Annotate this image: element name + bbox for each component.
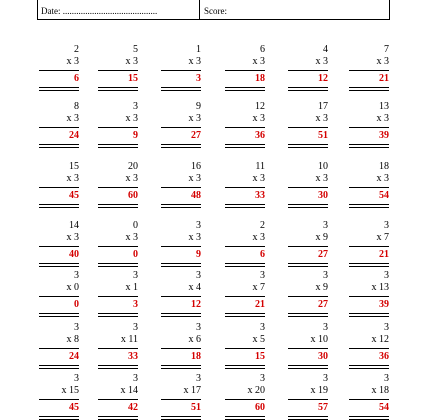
problem-rule — [161, 246, 201, 247]
problem-multiplier: x 9 — [315, 232, 328, 243]
problem-top-number: 17 — [318, 101, 328, 112]
problem — [225, 44, 265, 84]
problem-rule — [161, 348, 201, 349]
problem-double-rule — [161, 263, 201, 267]
problem — [225, 101, 265, 141]
problem-top-number: 11 — [255, 161, 265, 172]
problem-multiplier: x 3 — [188, 56, 201, 67]
problem — [161, 220, 201, 260]
problem — [98, 322, 138, 362]
problem-rule — [225, 246, 265, 247]
problem-answer: 27 — [318, 249, 328, 260]
problem-rule — [39, 70, 79, 71]
problem-multiplier: x 3 — [376, 113, 389, 124]
problem-answer: 21 — [379, 73, 389, 84]
problem-answer: 57 — [318, 402, 328, 413]
problem-answer: 21 — [255, 299, 265, 310]
problem-answer: 33 — [255, 190, 265, 201]
problem — [349, 161, 389, 201]
problem-top-number: 20 — [128, 161, 138, 172]
problem-rule — [161, 296, 201, 297]
problem-multiplier: x 3 — [315, 56, 328, 67]
problem — [225, 220, 265, 260]
problem-double-rule — [349, 365, 389, 369]
problem-double-rule — [288, 263, 328, 267]
problem-double-rule — [39, 204, 79, 208]
problem-double-rule — [288, 416, 328, 420]
problem-rule — [349, 348, 389, 349]
problem-double-rule — [225, 365, 265, 369]
problem-answer: 18 — [191, 351, 201, 362]
problem-multiplier: x 3 — [252, 173, 265, 184]
problem-rule — [98, 70, 138, 71]
problem-rule — [349, 296, 389, 297]
problem-multiplier: x 3 — [376, 56, 389, 67]
problem-top-number: 3 — [133, 270, 138, 281]
problem-double-rule — [98, 144, 138, 148]
problem-top-number: 10 — [318, 161, 328, 172]
problem-top-number: 3 — [260, 373, 265, 384]
problem-double-rule — [98, 204, 138, 208]
problem — [161, 161, 201, 201]
problem-multiplier: x 3 — [125, 173, 138, 184]
problem-multiplier: x 19 — [310, 385, 328, 396]
problem-double-rule — [39, 263, 79, 267]
problem — [288, 270, 328, 310]
problem-answer: 0 — [74, 299, 79, 310]
problem-rule — [349, 187, 389, 188]
problem-answer: 24 — [69, 130, 79, 141]
problem-rule — [225, 127, 265, 128]
problem-rule — [225, 187, 265, 188]
problem-multiplier: x 4 — [188, 282, 201, 293]
problem-top-number: 4 — [323, 44, 328, 55]
problem-answer: 6 — [74, 73, 79, 84]
problem-answer: 33 — [128, 351, 138, 362]
problem — [98, 270, 138, 310]
problem — [349, 373, 389, 413]
problem — [39, 220, 79, 260]
problem-double-rule — [161, 204, 201, 208]
problem-multiplier: x 3 — [66, 232, 79, 243]
problem-answer: 36 — [379, 351, 389, 362]
problem-rule — [349, 70, 389, 71]
problem-top-number: 3 — [133, 322, 138, 333]
problem-answer: 12 — [191, 299, 201, 310]
problem-rule — [288, 187, 328, 188]
problem — [288, 322, 328, 362]
problem-double-rule — [39, 365, 79, 369]
problem-double-rule — [161, 416, 201, 420]
problem — [98, 161, 138, 201]
problem — [225, 270, 265, 310]
problem-multiplier: x 3 — [125, 232, 138, 243]
problem — [288, 220, 328, 260]
problem-double-rule — [349, 263, 389, 267]
problem-top-number: 3 — [323, 270, 328, 281]
problem-top-number: 3 — [196, 373, 201, 384]
problem-double-rule — [349, 313, 389, 317]
problem-double-rule — [288, 204, 328, 208]
problem-double-rule — [225, 144, 265, 148]
problem-answer: 54 — [379, 190, 389, 201]
problem-rule — [98, 246, 138, 247]
problem — [225, 373, 265, 413]
problem-top-number: 3 — [323, 373, 328, 384]
problem-top-number: 7 — [384, 44, 389, 55]
problem-multiplier: x 6 — [188, 334, 201, 345]
problem-answer: 27 — [318, 299, 328, 310]
problem-multiplier: x 7 — [376, 232, 389, 243]
problem-top-number: 3 — [260, 270, 265, 281]
problem — [161, 44, 201, 84]
problem-answer: 27 — [191, 130, 201, 141]
problem-multiplier: x 3 — [315, 113, 328, 124]
problem-top-number: 3 — [384, 220, 389, 231]
problem-answer: 36 — [255, 130, 265, 141]
problem-rule — [225, 70, 265, 71]
problem — [161, 270, 201, 310]
problem-top-number: 3 — [384, 322, 389, 333]
problem-top-number: 0 — [133, 220, 138, 231]
problem-double-rule — [288, 144, 328, 148]
problem-rule — [39, 348, 79, 349]
problem-multiplier: x 3 — [376, 173, 389, 184]
problem-double-rule — [161, 87, 201, 91]
problem — [288, 373, 328, 413]
problem-multiplier: x 3 — [125, 113, 138, 124]
problem-rule — [39, 187, 79, 188]
problem-double-rule — [349, 87, 389, 91]
problem — [39, 373, 79, 413]
problem-double-rule — [39, 144, 79, 148]
problem-top-number: 3 — [260, 322, 265, 333]
problem — [98, 373, 138, 413]
problem-answer: 6 — [260, 249, 265, 260]
problem-top-number: 6 — [260, 44, 265, 55]
problem-multiplier: x 18 — [371, 385, 389, 396]
problem-top-number: 3 — [384, 270, 389, 281]
problem — [39, 101, 79, 141]
problem — [39, 161, 79, 201]
problem-answer: 24 — [69, 351, 79, 362]
date-label: Date: .......................................... — [41, 6, 158, 16]
problem-rule — [349, 246, 389, 247]
problem-rule — [39, 296, 79, 297]
problem-double-rule — [39, 87, 79, 91]
problem — [225, 161, 265, 201]
problem-top-number: 8 — [74, 101, 79, 112]
problem-double-rule — [161, 365, 201, 369]
problem-double-rule — [161, 144, 201, 148]
problem-top-number: 3 — [74, 270, 79, 281]
problem — [349, 101, 389, 141]
problem — [39, 270, 79, 310]
problem-multiplier: x 11 — [120, 334, 138, 345]
problem-answer: 15 — [255, 351, 265, 362]
problem-top-number: 3 — [196, 270, 201, 281]
problem — [161, 373, 201, 413]
problem-rule — [39, 399, 79, 400]
problem-rule — [161, 127, 201, 128]
problem-double-rule — [225, 416, 265, 420]
problem-rule — [225, 399, 265, 400]
problem — [288, 44, 328, 84]
problem-double-rule — [288, 365, 328, 369]
problem-double-rule — [161, 313, 201, 317]
problem-rule — [98, 127, 138, 128]
problem — [349, 44, 389, 84]
problem — [161, 322, 201, 362]
problem-top-number: 3 — [74, 322, 79, 333]
problem-double-rule — [39, 416, 79, 420]
problem-double-rule — [225, 204, 265, 208]
problem-top-number: 3 — [133, 101, 138, 112]
problem-rule — [161, 70, 201, 71]
problem-multiplier: x 3 — [315, 173, 328, 184]
problem-multiplier: x 3 — [252, 113, 265, 124]
problem-rule — [225, 348, 265, 349]
problem-multiplier: x 10 — [310, 334, 328, 345]
problem-answer: 45 — [69, 402, 79, 413]
problem-answer: 30 — [318, 190, 328, 201]
problem-rule — [225, 296, 265, 297]
problem-top-number: 3 — [196, 220, 201, 231]
problem-rule — [288, 70, 328, 71]
problem-rule — [288, 296, 328, 297]
problem-answer: 39 — [379, 299, 389, 310]
problem — [349, 270, 389, 310]
problem-double-rule — [288, 87, 328, 91]
problem-rule — [98, 348, 138, 349]
problem — [288, 161, 328, 201]
problem-multiplier: x 13 — [371, 282, 389, 293]
problem-rule — [39, 246, 79, 247]
problem-rule — [161, 187, 201, 188]
problem-top-number: 3 — [323, 322, 328, 333]
problem-top-number: 3 — [323, 220, 328, 231]
problem — [161, 101, 201, 141]
problem-top-number: 16 — [191, 161, 201, 172]
problem-multiplier: x 12 — [371, 334, 389, 345]
problem-rule — [39, 127, 79, 128]
problem-multiplier: x 8 — [66, 334, 79, 345]
problem-answer: 0 — [133, 249, 138, 260]
problem-multiplier: x 0 — [66, 282, 79, 293]
problem-answer: 60 — [255, 402, 265, 413]
problem-top-number: 5 — [133, 44, 138, 55]
problem-multiplier: x 3 — [252, 56, 265, 67]
problem-multiplier: x 17 — [183, 385, 201, 396]
problem-multiplier: x 3 — [188, 113, 201, 124]
problem-multiplier: x 14 — [120, 385, 138, 396]
problem-answer: 40 — [69, 249, 79, 260]
problem-answer: 51 — [191, 402, 201, 413]
problem-answer: 48 — [191, 190, 201, 201]
problem-answer: 30 — [318, 351, 328, 362]
problem-multiplier: x 3 — [66, 113, 79, 124]
problem-answer: 12 — [318, 73, 328, 84]
problem-answer: 51 — [318, 130, 328, 141]
problem-top-number: 1 — [196, 44, 201, 55]
problem-answer: 45 — [69, 190, 79, 201]
problem-multiplier: x 3 — [188, 173, 201, 184]
problem-multiplier: x 3 — [125, 56, 138, 67]
problem-double-rule — [225, 263, 265, 267]
problem-double-rule — [98, 416, 138, 420]
problem-top-number: 15 — [69, 161, 79, 172]
problem — [39, 44, 79, 84]
problem-rule — [98, 399, 138, 400]
problem-rule — [161, 399, 201, 400]
problem-multiplier: x 9 — [315, 282, 328, 293]
problem-answer: 3 — [133, 299, 138, 310]
problem-double-rule — [39, 313, 79, 317]
problem-multiplier: x 1 — [125, 282, 138, 293]
problem — [225, 322, 265, 362]
problem-top-number: 3 — [384, 373, 389, 384]
problem-double-rule — [225, 87, 265, 91]
problem-top-number: 13 — [379, 101, 389, 112]
problem-answer: 18 — [255, 73, 265, 84]
problem-double-rule — [349, 144, 389, 148]
problem-answer: 42 — [128, 402, 138, 413]
problem-double-rule — [349, 204, 389, 208]
problem-double-rule — [98, 263, 138, 267]
problem-top-number: 3 — [74, 373, 79, 384]
problem-double-rule — [225, 313, 265, 317]
problem-top-number: 3 — [133, 373, 138, 384]
problem-double-rule — [349, 416, 389, 420]
problem-multiplier: x 3 — [252, 232, 265, 243]
problem — [288, 101, 328, 141]
problem-multiplier: x 3 — [66, 173, 79, 184]
problem-multiplier: x 15 — [61, 385, 79, 396]
problem — [98, 44, 138, 84]
problem-double-rule — [98, 87, 138, 91]
problem-rule — [288, 348, 328, 349]
problem-multiplier: x 20 — [247, 385, 265, 396]
problem-rule — [98, 187, 138, 188]
problem-top-number: 2 — [260, 220, 265, 231]
problem — [98, 101, 138, 141]
problem-top-number: 14 — [69, 220, 79, 231]
problem-answer: 60 — [128, 190, 138, 201]
problem-multiplier: x 3 — [188, 232, 201, 243]
problem-top-number: 12 — [255, 101, 265, 112]
problem — [98, 220, 138, 260]
problem-rule — [288, 127, 328, 128]
problem-rule — [349, 399, 389, 400]
problem-top-number: 9 — [196, 101, 201, 112]
problem-rule — [98, 296, 138, 297]
problem-multiplier: x 5 — [252, 334, 265, 345]
problem-rule — [288, 246, 328, 247]
problem-double-rule — [98, 365, 138, 369]
problem-answer: 9 — [196, 249, 201, 260]
problem — [349, 220, 389, 260]
problem-answer: 39 — [379, 130, 389, 141]
problem-answer: 3 — [196, 73, 201, 84]
problem-top-number: 2 — [74, 44, 79, 55]
problem — [349, 322, 389, 362]
problem-answer: 9 — [133, 130, 138, 141]
problem-multiplier: x 7 — [252, 282, 265, 293]
problem-multiplier: x 3 — [66, 56, 79, 67]
problem-top-number: 3 — [196, 322, 201, 333]
problem-double-rule — [288, 313, 328, 317]
problem-top-number: 18 — [379, 161, 389, 172]
problem-rule — [349, 127, 389, 128]
problem-answer: 21 — [379, 249, 389, 260]
score-label: Score: — [204, 6, 227, 16]
problem-answer: 15 — [128, 73, 138, 84]
problem-double-rule — [98, 313, 138, 317]
problem — [39, 322, 79, 362]
problem-answer: 54 — [379, 402, 389, 413]
problem-rule — [288, 399, 328, 400]
